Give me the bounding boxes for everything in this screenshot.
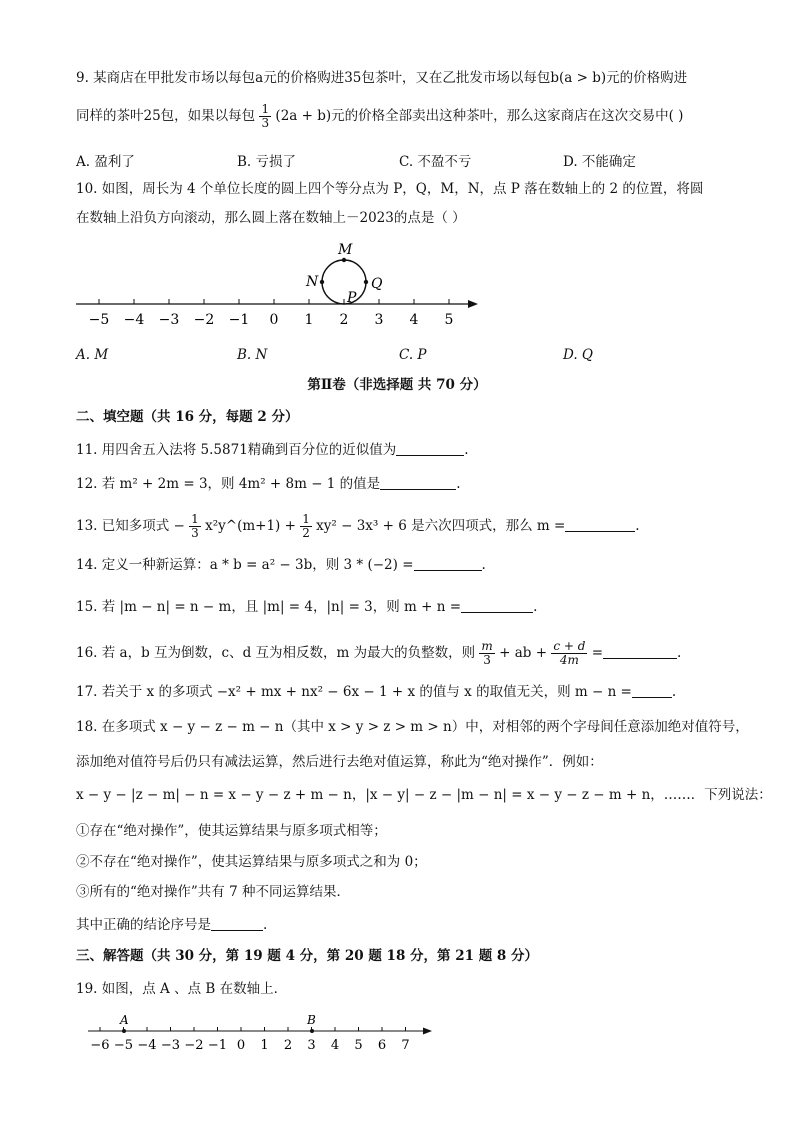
q18-line1: 18. 在多项式 x − y − z − m − n（其中 x > y > z > m > n）中，对相邻的两个字母间任意添加绝对值符号， [76,719,749,735]
q16-fraction-1: $\frac{m}{3}$ [481,639,493,668]
q10-tick-label: 0 [269,312,279,328]
q15-text: 15. 若 |m − n| = n − m，且 |m| = 4，|n| = 3，则 m + n = [76,599,462,615]
q19-axis-arrow [423,1028,432,1035]
q18-statement-2: ②不存在“绝对操作”，使其运算结果与原多项式之和为 0； [76,854,427,870]
q13-text-a: 13. 已知多项式 − [76,518,185,535]
q19-point-b [310,1029,314,1033]
q10-option-d: D. Q [563,347,593,363]
q9-option-d: D. 不能确定 [563,154,636,170]
q9-text-a: 同样的茶叶25包，如果以每包 [76,108,256,125]
q16-text-a: 16. 若 a，b 互为倒数，c、d 互为相反数，m 为最大的负整数，则 [76,645,476,662]
q10-tick-label: 3 [374,312,384,328]
q16-text-c: = [591,645,604,662]
q10-label-m: M [338,242,353,258]
q12-text: 12. 若 m² + 2m = 3，则 4m² + 8m − 1 的值是 [76,476,381,492]
q19-label-a: A [120,1013,129,1027]
q19-tick-label: −4 [137,1038,157,1053]
q19-tick-label: −5 [113,1038,134,1053]
q11: 11. 用四舍五入法将 5.5871精确到百分位的近似值为 . [76,442,469,458]
q11-answer-blank[interactable] [396,443,464,456]
q18-statement-3: ③所有的“绝对操作”共有 7 种不同运算结果． [76,884,350,900]
q10-label-p: P [347,290,357,306]
q18-line3: x − y − |z − m| − n = x − y − z + m − n，|x − y| − z − |m − n| = x − y − z − m + n，……．下列说法： [76,787,772,803]
q19-tick-label: −1 [207,1038,228,1053]
q10-tick-label: 2 [339,312,349,328]
q12-answer-blank[interactable] [380,477,456,490]
q19-tick-label: 1 [260,1038,269,1053]
q10-tick-label: −5 [88,312,110,328]
q18-line2: 添加绝对值符号后仍只有减法运算，然后进行去绝对值运算，称此为“绝对操作”．例如： [76,754,603,770]
q10-option-a: A. M [76,347,109,363]
q10-option-b: B. N [237,347,268,363]
q9-fraction: $\frac{1}{3}$ [261,102,270,131]
q12: 12. 若 m² + 2m = 3，则 4m² + 8m − 1 的值是 . [76,476,461,492]
q16-fraction-2: $\frac{c + d}{4m}$ [553,639,586,668]
q14-text: 14. 定义一种新运算：a * b = a² − 3b，则 3 * (−2) = [76,557,414,573]
q17-answer-blank[interactable] [632,685,672,698]
q19-label-b: B [307,1013,316,1027]
q10-point-n [320,280,324,284]
q10-point-q [364,280,368,284]
q18-ask: 其中正确的结论序号是 . [76,917,268,933]
q18-statement-1: ①存在“绝对操作”，使其运算结果与原多项式相等； [76,823,387,839]
q17: 17. 若关于 x 的多项式 −x² + mx + nx² − 6x − 1 + x 的值与 x 的取值无关，则 m − n = . [76,684,677,700]
q19-tick-label: 0 [236,1038,246,1053]
q9-text-b: (2a + b)元的价格全部卖出这种茶叶，那么这家商店在这次交易中( ) [275,108,684,125]
q10-tick-label: 5 [444,312,454,328]
q19-tick-label: 6 [377,1038,387,1053]
q19-tick-label: 7 [401,1038,410,1053]
q9-option-c: C. 不盈不亏 [399,154,472,170]
q13-fraction-1: $\frac{1}{3}$ [191,512,199,541]
q10-tick-label: 1 [304,312,314,328]
part2-title: 第Ⅱ卷（非选择题 共 70 分） [307,377,487,393]
q18-answer-blank[interactable] [211,918,263,931]
q14-answer-blank[interactable] [414,558,482,571]
q19-point-a [122,1029,126,1033]
q19-tick-label: 2 [283,1038,293,1053]
q10-point-m [342,258,346,262]
q13-text-c: xy² − 3x³ + 6 是六次四项式，那么 m = [316,518,566,535]
q13-text-b: x²y^(m+1) + [205,518,296,535]
q19-tick-label: −6 [90,1038,110,1053]
q10-tick-label: −4 [123,312,145,328]
q10-tick-label: −2 [193,312,215,328]
q10-ticks [89,299,454,328]
q18-ask-text: 其中正确的结论序号是 [76,917,211,933]
q16-answer-blank[interactable] [603,646,677,659]
q11-text: 11. 用四舍五入法将 5.5871精确到百分位的近似值为 [76,442,397,458]
section3-title: 三、解答题（共 30 分，第 19 题 4 分，第 20 题 18 分，第 21 题 8 分） [76,948,539,964]
q19-tick-label: −2 [184,1038,204,1053]
q13-fraction-2: $\frac{1}{2}$ [302,512,310,541]
q14: 14. 定义一种新运算：a * b = a² − 3b，则 3 * (−2) = . [76,557,486,573]
q13: 13. 已知多项式 − $\frac{1}{3}$ x²y^(m+1) + $\frac{1}{2}$ xy² − 3x³ + 6 是六次四项式，那么 m = . [76,512,640,541]
q9-line1: 9. 某商店在甲批发市场以每包a元的价格购进35包茶叶，又在乙批发市场以每包b(a > b)元的价格购进 [76,70,688,86]
q9-option-b: B. 亏损了 [237,154,297,170]
q15-answer-blank[interactable] [461,600,533,613]
q15: 15. 若 |m − n| = n − m，且 |m| = 4，|n| = 3，则 m + n = . [76,599,538,615]
q19-text: 19. 如图，点 A 、点 B 在数轴上． [76,981,288,997]
q19-tick-label: 5 [354,1038,363,1053]
q16: 16. 若 a，b 互为倒数，c、d 互为相反数，m 为最大的负整数，则 $\frac{m}{3}$ + ab + $\frac{c + d}{4m}$ = . [76,639,682,668]
q13-answer-blank[interactable] [565,519,635,532]
q10-line2: 在数轴上沿负方向滚动，那么圆上落在数轴上－2023的点是（ ） [76,210,466,226]
q19-number-line-figure [80,1008,440,1058]
q9-option-a: A. 盈利了 [76,154,135,170]
q19-tick-label: 3 [307,1038,316,1053]
q16-text-b: + ab + [499,645,548,662]
q10-axis-arrow [468,300,478,308]
q10-tick-label: −1 [228,312,250,328]
q19-tick-label: −3 [160,1038,181,1053]
q19-tick-label: 4 [330,1038,340,1053]
q10-option-c: C. P [399,347,427,363]
q17-text: 17. 若关于 x 的多项式 −x² + mx + nx² − 6x − 1 + x 的值与 x 的取值无关，则 m − n = [76,684,632,700]
q10-tick-label: 4 [409,312,419,328]
q10-tick-label: −3 [158,312,180,328]
section2-title: 二、填空题（共 16 分，每题 2 分） [76,409,299,425]
q9-line2 [76,103,683,130]
q10-line1: 10. 如图，周长为 4 个单位长度的圆上四个等分点为 P，Q，M，N，点 P 落在数轴上的 2 的位置，将圆 [76,181,704,197]
q10-number-line-figure [70,238,490,334]
q10-label-q: Q [371,276,383,292]
q10-circle [322,260,366,304]
q10-label-n: N [306,274,319,290]
